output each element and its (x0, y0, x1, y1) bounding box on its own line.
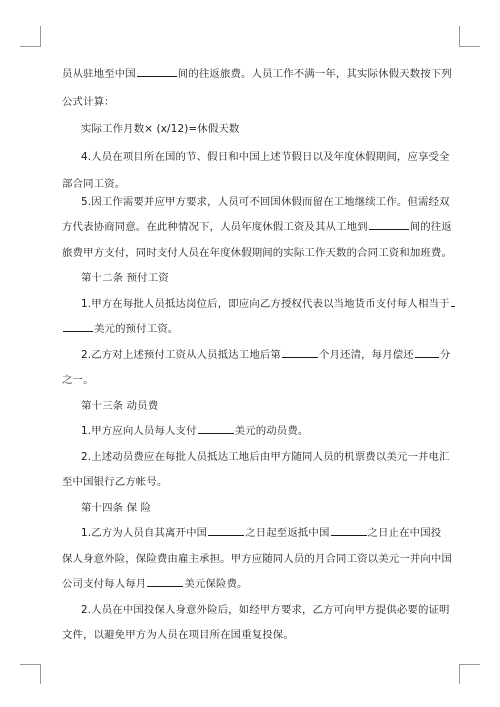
text-line: 部合同工资。 (62, 178, 126, 190)
fill-in-blank (369, 220, 409, 230)
text-line: 1.甲方在每批人员抵达岗位后，即应向乙方授权代表以当地货币支付每人相当于 (81, 297, 461, 311)
text-line: 4.人员在项目所在国的节、假日和中国上述节假日以及年度休假期间，应享受全 (81, 151, 450, 163)
text-line: 公式计算： (62, 96, 115, 108)
text-line: 文件，以避免甲方为人员在项目所在国重复投保。 (62, 629, 294, 641)
text-line: 5.因工作需要并应甲方要求，人员可不回国休假而留在工地继续工作。但需经双 (81, 196, 450, 208)
fill-in-blank (331, 526, 367, 536)
text-line: 1.甲方应向人员每人支付 美元的动员费。 (81, 425, 309, 437)
fill-in-blank (282, 348, 318, 358)
fill-in-blank (63, 322, 93, 332)
text-line: 2.乙方对上述预付工资从人员抵达工地后第 个月还清，每月偿还 分 (81, 349, 451, 361)
article-13-heading: 第十三条 动员费 (81, 400, 159, 412)
text-line: 2.人员在中国投保人身意外险后，如经甲方要求，乙方可向甲方提供必要的证明 (81, 604, 450, 616)
fill-in-blank (137, 67, 177, 77)
text-line: 1.乙方为人员自其离开中国 之日起至返抵中国 之日止在中国投 (81, 527, 442, 539)
fill-in-blank (198, 424, 234, 434)
text-line: 之一。 (62, 374, 94, 386)
fill-in-blank (147, 577, 183, 587)
fill-in-blank (415, 348, 439, 358)
article-12-heading: 第十二条 预付工资 (81, 272, 169, 284)
article-14-heading: 第十四条 保 险 (81, 502, 152, 514)
text-line: 至中国银行乙方帐号。 (62, 476, 168, 488)
text-line: 美元的预付工资。 (62, 322, 442, 336)
text-line: 保人身意外险，保险费由雇主承担。甲方应随同人员的月合同工资以美元一并向中国 (62, 553, 452, 565)
text-line: 公司支付每人每月 美元保险费。 (62, 578, 248, 590)
text-line: 2.上述动员费应在每批人员抵达工地后由甲方随同人员的机票费以美元一并电汇 (81, 451, 450, 463)
fill-in-blank (451, 297, 455, 307)
fill-in-blank (208, 526, 244, 536)
text-line: 员从驻地至中国 间的往返旅费。人员工作不满一年，其实际休假天数按下列 (62, 68, 452, 80)
text-line: 旅费甲方支付，同时支付人员在年度休假期间的实际工作天数的合同工资和加班费。 (62, 247, 452, 259)
formula-line: 实际工作月数× (x/12)=休假天数 (81, 123, 240, 135)
text-line: 方代表协商同意。在此种情况下，人员年度休假工资及其从工地到 间的往返 (62, 221, 452, 233)
